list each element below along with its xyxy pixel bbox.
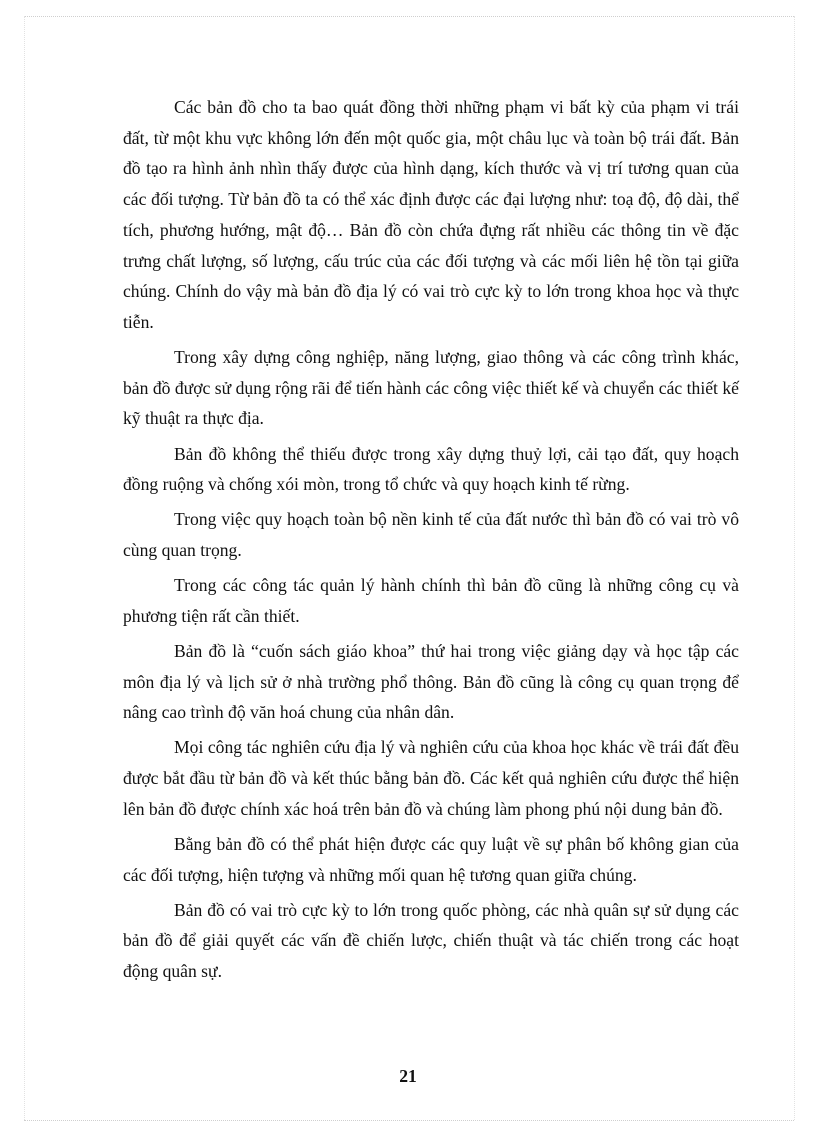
paragraph-1: Các bản đồ cho ta bao quát đồng thời những phạm vi bất kỳ của phạm vi trái đất, từ một khu vực không lớn đến một quốc gia, một châu lục và toàn bộ trái đất. Bản đồ tạo ra hình ảnh nhìn thấy được của hình dạng, kích thước và vị trí tương quan của các đối tượng. Từ bản đồ ta có thể xác định được các đại lượng như: toạ độ, độ dài, thể tích, phương hướng, mật độ… Bản đồ còn chứa đựng rất nhiều các thông tin về đặc trưng chất lượng, số lượng, cấu trúc của các đối tượng và các mối liên hệ tồn tại giữa chúng. Chính do vậy mà bản đồ địa lý có vai trò cực kỳ to lớn trong khoa học và thực tiễn. xyxy=(123,97,739,332)
paragraph-7: Mọi công tác nghiên cứu địa lý và nghiên cứu của khoa học khác về trái đất đều được bắt đầu từ bản đồ và kết thúc bằng bản đồ. Các kết quả nghiên cứu được thể hiện lên bản đồ được chính xác hoá trên bản đồ và chúng làm phong phú nội dung bản đồ. xyxy=(123,737,739,819)
paragraph-6: Bản đồ là “cuốn sách giáo khoa” thứ hai trong việc giảng dạy và học tập các môn địa lý và lịch sử ở nhà trường phổ thông. Bản đồ cũng là công cụ quan trọng để nâng cao trình độ văn hoá chung của nhân dân. xyxy=(123,640,739,723)
page-border-left xyxy=(24,16,25,1120)
page-border-top xyxy=(24,16,794,17)
paragraph-5: Trong các công tác quản lý hành chính thì bản đồ cũng là những công cụ và phương tiện rất cần thiết. xyxy=(123,575,739,626)
paragraph-3: Bản đồ không thể thiếu được trong xây dựng thuỷ lợi, cải tạo đất, quy hoạch đồng ruộng và chống xói mòn, trong tổ chức và quy hoạch kinh tế rừng. xyxy=(123,443,739,495)
body-text xyxy=(123,92,739,991)
page-border-bottom xyxy=(24,1120,794,1121)
paragraph-8: Bằng bản đồ có thể phát hiện được các quy luật về sự phân bố không gian của các đối tượng, hiện tượng và những mối quan hệ tương quan giữa chúng. xyxy=(123,833,739,885)
page-border-right xyxy=(794,16,795,1120)
paragraph-4: Trong việc quy hoạch toàn bộ nền kinh tế của đất nước thì bản đồ có vai trò vô cùng quan trọng. xyxy=(123,509,739,561)
page-number: 21 xyxy=(399,1066,417,1086)
paragraph-9: Bản đồ có vai trò cực kỳ to lớn trong quốc phòng, các nhà quân sự sử dụng các bản đồ để giải quyết các vấn đề chiến lược, chiến thuật và tác chiến trong các hoạt động quân sự. xyxy=(123,899,739,982)
paragraph-2: Trong xây dựng công nghiệp, năng lượng, giao thông và các công trình khác, bản đồ được sử dụng rộng rãi để tiến hành các công việc thiết kế và chuyển các thiết kế kỹ thuật ra thực địa. xyxy=(123,347,739,429)
